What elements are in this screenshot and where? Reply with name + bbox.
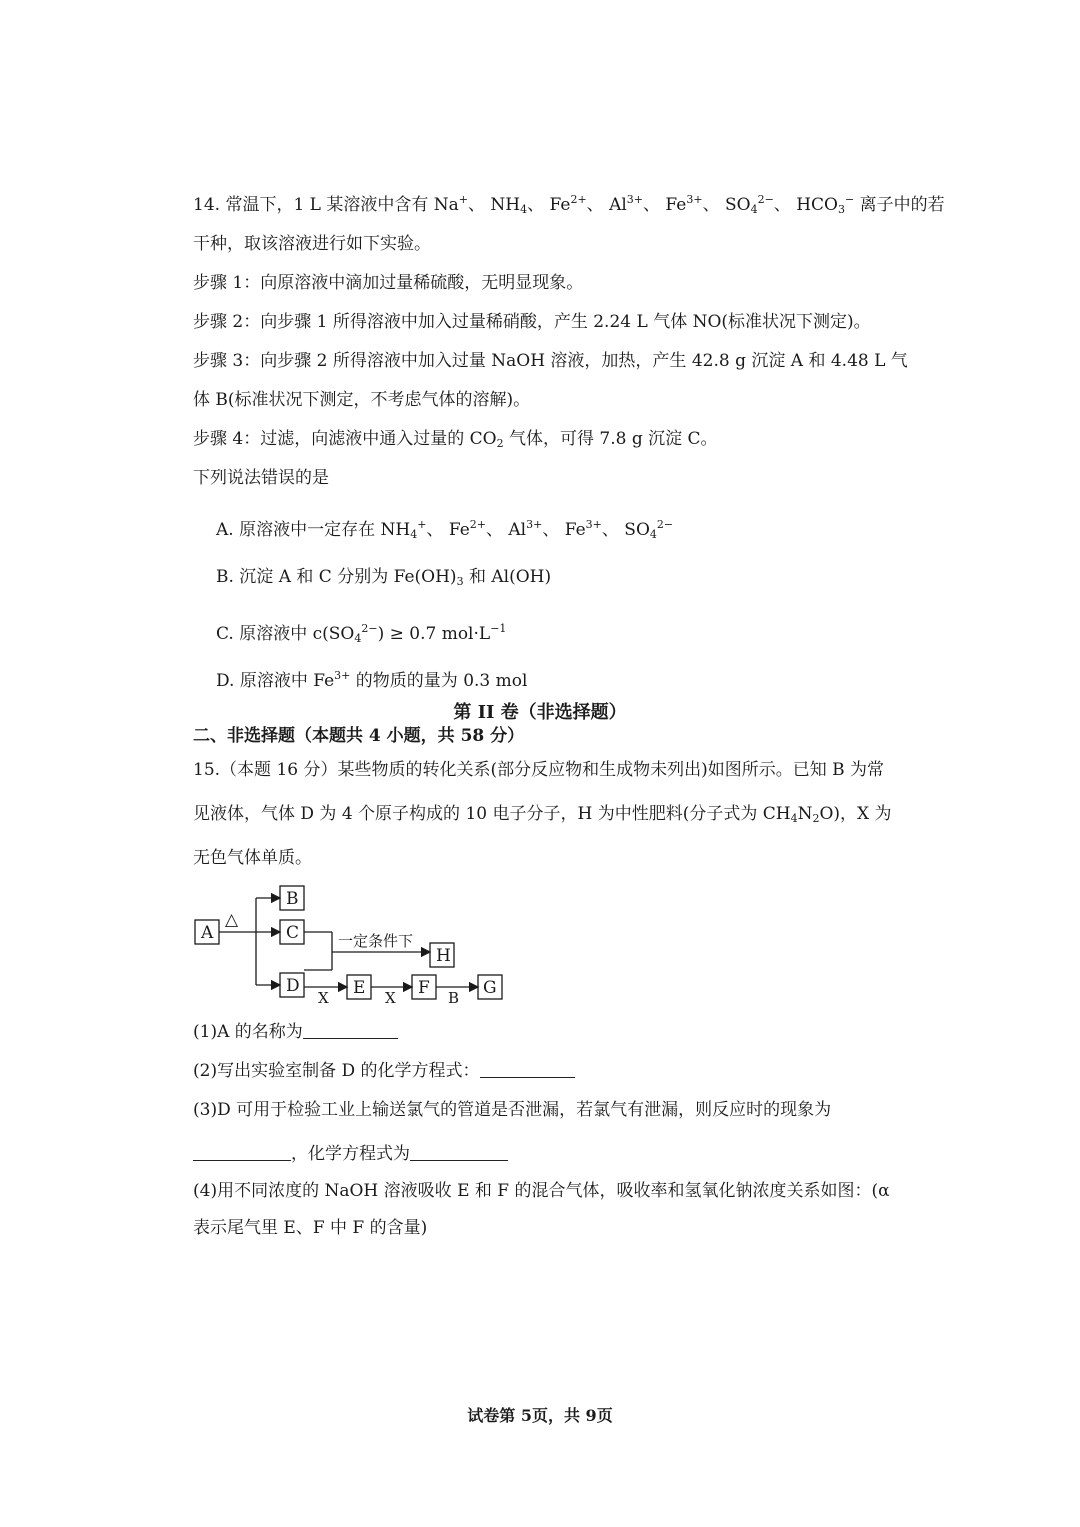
q14-step4-text: 气体，可得 7.8 g 沉淀 C。 xyxy=(503,429,718,449)
sup: − xyxy=(844,193,855,206)
sub: 4 xyxy=(354,632,362,645)
answer-blank-3a[interactable] xyxy=(193,1160,291,1161)
label-h: H xyxy=(436,946,451,966)
q14-stem-line1 xyxy=(193,188,945,222)
opt-text: ) ≥ 0.7 mol·L xyxy=(377,624,491,644)
q14-stem-text: 14. 常温下，1 L 某溶液中含有 Na xyxy=(193,195,459,215)
box-a xyxy=(195,920,219,944)
q15-text: 见液体，气体 D 为 4 个原子构成的 10 电子分子，H 为中性肥料(分子式为 CH xyxy=(193,804,791,824)
sup: 2− xyxy=(656,518,674,531)
opt-text: 、 Al xyxy=(485,520,527,540)
label-f: F xyxy=(418,978,430,998)
sup: + xyxy=(417,518,427,531)
opt-text: 、 SO xyxy=(601,520,650,540)
opt-text: 、 Fe xyxy=(426,520,470,540)
reagent-x-1: X xyxy=(318,989,329,1005)
q14-option-a xyxy=(216,513,673,547)
sup: 3+ xyxy=(585,518,602,531)
q14-stem-text: 、 Fe xyxy=(643,195,687,215)
q15-sub1-text: (1)A 的名称为 xyxy=(193,1022,303,1042)
transformation-diagram xyxy=(190,880,520,1005)
q14-question: 下列说法错误的是 xyxy=(193,468,329,488)
sub: 4 xyxy=(790,812,798,825)
box-e xyxy=(347,975,371,999)
condition-label: 一定条件下 xyxy=(338,932,414,950)
q15-line2 xyxy=(193,802,892,831)
sub: 2 xyxy=(496,437,504,450)
box-b xyxy=(280,886,304,910)
q15-sub4-line2: 表示尾气里 E、F 中 F 的含量) xyxy=(193,1218,428,1238)
sub: 3 xyxy=(456,575,464,588)
label-a: A xyxy=(201,923,214,943)
q14-stem-text: 、 Al xyxy=(586,195,627,215)
reagent-x-2: X xyxy=(385,989,396,1005)
part2-heading: 二、非选择题（本题共 4 小题，共 58 分） xyxy=(193,726,525,746)
q14-stem-text: 、 HCO xyxy=(773,195,838,215)
q15-sub1 xyxy=(193,1020,398,1044)
q15-line1: 15.（本题 16 分）某些物质的转化关系(部分反应物和生成物未列出)如图所示。已知 B 为常 xyxy=(193,760,885,780)
reagent-b: B xyxy=(448,989,460,1005)
part2-title: 第 II 卷（非选择题） xyxy=(453,702,627,723)
page-footer: 试卷第 5页，共 9页 xyxy=(467,1406,613,1425)
sup: 3+ xyxy=(526,518,543,531)
q15-text: O)，X 为 xyxy=(819,804,892,824)
sub: 4 xyxy=(750,203,758,216)
q15-sub3-line2 xyxy=(193,1142,508,1166)
opt-text: B. 沉淀 A 和 C 分别为 Fe(OH) xyxy=(216,567,457,587)
q14-stem-line2: 干种，取该溶液进行如下实验。 xyxy=(193,234,431,254)
q14-step2: 步骤 2：向步骤 1 所得溶液中加入过量稀硝酸，产生 2.24 L 气体 NO(标准状况下测定)。 xyxy=(193,312,871,332)
box-c xyxy=(280,920,304,944)
label-e: E xyxy=(353,978,366,998)
q14-step3-line2: 体 B(标准状况下测定，不考虑气体的溶解)。 xyxy=(193,390,531,410)
heat-symbol: △ xyxy=(225,910,239,930)
q15-sub3-line1: (3)D 可用于检验工业上输送氯气的管道是否泄漏，若氯气有泄漏，则反应时的现象为 xyxy=(193,1100,832,1120)
q15-text: N xyxy=(797,804,813,824)
q14-option-c xyxy=(216,617,506,651)
sub: 4 xyxy=(649,528,657,541)
q14-step4 xyxy=(193,427,718,456)
q14-stem-text: 、 SO xyxy=(702,195,751,215)
sup: 2+ xyxy=(570,193,587,206)
sup: −1 xyxy=(490,622,507,635)
box-h xyxy=(430,943,454,967)
opt-text: 的物质的量为 0.3 mol xyxy=(350,671,528,691)
q14-stem-text: 、 NH xyxy=(468,195,521,215)
sub: 2 xyxy=(812,812,820,825)
sup: 3+ xyxy=(334,669,351,682)
sub: 4 xyxy=(520,203,528,216)
opt-text: D. 原溶液中 Fe xyxy=(216,671,335,691)
q14-option-b xyxy=(216,565,551,594)
q14-option-d xyxy=(216,664,527,693)
sup: + xyxy=(458,193,468,206)
label-g: G xyxy=(483,978,497,998)
q14-stem-text: 、 Fe xyxy=(527,195,571,215)
opt-text: A. 原溶液中一定存在 NH xyxy=(216,520,411,540)
box-f xyxy=(412,975,436,999)
label-d: D xyxy=(286,976,300,996)
box-g xyxy=(478,975,502,999)
answer-blank-2[interactable] xyxy=(480,1077,575,1078)
opt-text: 、 Fe xyxy=(542,520,586,540)
q15-sub2 xyxy=(193,1059,575,1083)
sup: 3+ xyxy=(686,193,703,206)
q15-sub4-line1: (4)用不同浓度的 NaOH 溶液吸收 E 和 F 的混合气体，吸收率和氢氧化钠浓度关系如图：(α xyxy=(193,1181,890,1201)
q14-step4-text: 步骤 4：过滤，向滤液中通入过量的 CO xyxy=(193,429,497,449)
sub: 4 xyxy=(410,528,418,541)
label-c: C xyxy=(286,923,300,943)
answer-blank-1[interactable] xyxy=(303,1038,398,1039)
sub: 3 xyxy=(837,203,845,216)
opt-text: 和 Al(OH) xyxy=(463,567,552,587)
q14-step3-line1: 步骤 3：向步骤 2 所得溶液中加入过量 NaOH 溶液，加热，产生 42.8 g 沉淀 A 和 4.48 L 气 xyxy=(193,351,908,371)
box-d xyxy=(280,973,304,997)
answer-blank-3b[interactable] xyxy=(410,1160,508,1161)
sup: 2− xyxy=(361,622,378,635)
q15-sub2-text: (2)写出实验室制备 D 的化学方程式： xyxy=(193,1061,480,1081)
q15-sub3-text: ，化学方程式为 xyxy=(291,1144,410,1164)
label-b: B xyxy=(286,889,299,909)
q15-line3: 无色气体单质。 xyxy=(193,848,312,868)
sup: 3+ xyxy=(626,193,644,206)
q14-step1: 步骤 1：向原溶液中滴加过量稀硫酸，无明显现象。 xyxy=(193,273,584,293)
q14-stem-text: 离子中的若 xyxy=(854,195,945,215)
opt-text: C. 原溶液中 c(SO xyxy=(216,624,355,644)
sup: 2− xyxy=(757,193,774,206)
sup: 2+ xyxy=(469,518,486,531)
